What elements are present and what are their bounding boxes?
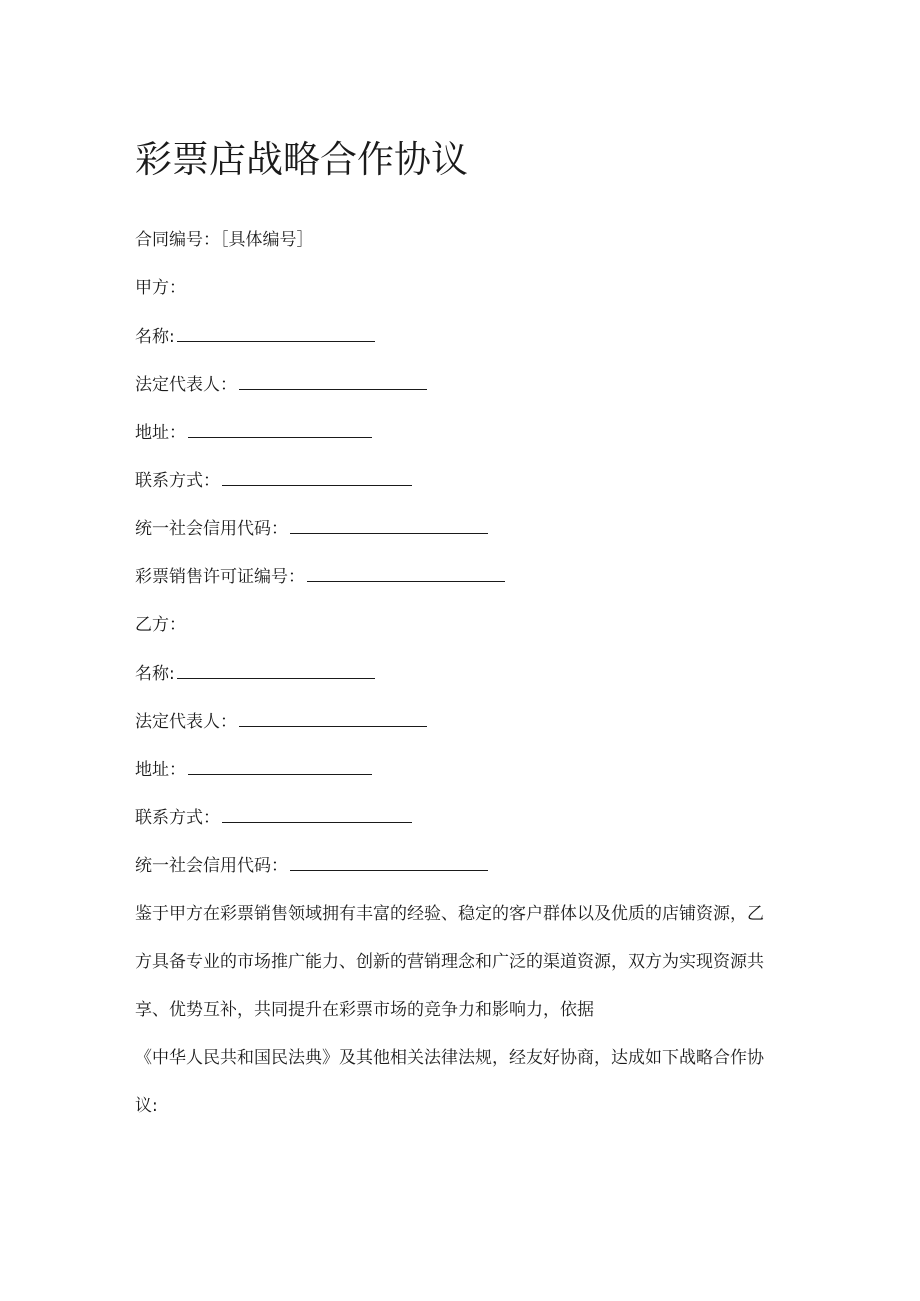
party-b-rep-row xyxy=(135,709,427,734)
party-a-address-label: 地址： xyxy=(135,423,186,443)
party-b-heading: 乙方： xyxy=(135,615,186,635)
party-b-name-blank[interactable] xyxy=(177,661,375,679)
preamble-line: 议: xyxy=(135,1096,158,1116)
party-a-contact-label: 联系方式： xyxy=(135,471,220,491)
party-a-credit-row xyxy=(135,516,488,541)
party-b-credit-label: 统一社会信用代码： xyxy=(135,856,288,876)
party-b-contact-blank[interactable] xyxy=(222,805,412,823)
party-a-name-label: 名称: xyxy=(135,327,175,347)
party-a-license-blank[interactable] xyxy=(307,564,505,582)
party-b-credit-blank[interactable] xyxy=(290,853,488,871)
party-a-license-row xyxy=(135,564,505,589)
preamble-line: 鉴于甲方在彩票销售领域拥有丰富的经验、稳定的客户群体以及优质的店铺资源，乙 xyxy=(135,904,764,924)
party-a-contact-row xyxy=(135,468,412,493)
party-b-address-blank[interactable] xyxy=(188,757,372,775)
party-a-contact-blank[interactable] xyxy=(222,468,412,486)
party-a-credit-label: 统一社会信用代码： xyxy=(135,519,288,539)
preamble-paragraph xyxy=(135,890,775,1130)
preamble-line: 方具备专业的市场推广能力、创新的营销理念和广泛的渠道资源，双方为实现资源共 xyxy=(135,952,764,972)
party-a-credit-blank[interactable] xyxy=(290,516,488,534)
party-b-address-row xyxy=(135,757,372,782)
party-a-heading: 甲方： xyxy=(135,278,186,298)
party-b-rep-label: 法定代表人： xyxy=(135,712,237,732)
party-b-name-row xyxy=(135,661,375,686)
party-a-license-label: 彩票销售许可证编号： xyxy=(135,567,305,587)
party-a-address-row xyxy=(135,420,372,445)
document-title: 彩票店战略合作协议 xyxy=(135,138,468,181)
preamble-line: 《中华人民共和国民法典》及其他相关法律法规，经友好协商，达成如下战略合作协 xyxy=(135,1048,764,1068)
party-b-credit-row xyxy=(135,853,488,878)
party-a-name-row xyxy=(135,324,375,349)
party-b-contact-row xyxy=(135,805,412,830)
party-a-rep-blank[interactable] xyxy=(239,372,427,390)
party-a-rep-label: 法定代表人： xyxy=(135,375,237,395)
contract-number: 合同编号：［具体编号］ xyxy=(135,230,314,250)
party-a-name-blank[interactable] xyxy=(177,324,375,342)
preamble-line: 享、优势互补，共同提升在彩票市场的竞争力和影响力，依据 xyxy=(135,1000,594,1020)
party-b-address-label: 地址： xyxy=(135,760,186,780)
party-a-address-blank[interactable] xyxy=(188,420,372,438)
party-a-rep-row xyxy=(135,372,427,397)
party-b-rep-blank[interactable] xyxy=(239,709,427,727)
party-b-contact-label: 联系方式： xyxy=(135,808,220,828)
party-b-name-label: 名称: xyxy=(135,664,175,684)
